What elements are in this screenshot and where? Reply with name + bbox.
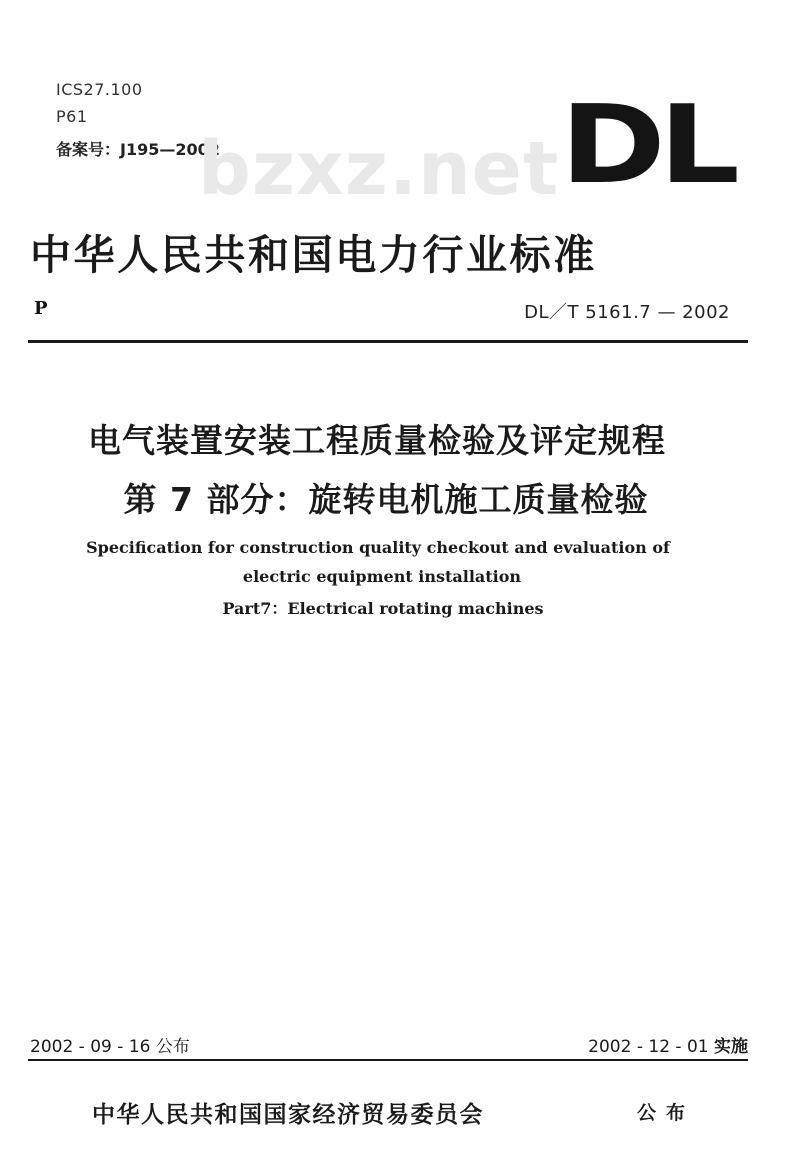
category-code: P [34, 298, 48, 319]
filing-number: 备案号：J195—2002 [56, 140, 220, 159]
footer-divider [28, 1059, 748, 1061]
publisher-name: 中华人民共和国国家经济贸易委员会 [92, 1102, 484, 1128]
subtitle-chinese: 第 7 部分：旋转电机施工质量检验 [123, 480, 649, 519]
publish-label: 公布 [637, 1102, 696, 1124]
ics-code: ICS27.100 [56, 80, 143, 99]
title-english-line-3: Part7：Electrical rotating machines [222, 599, 544, 618]
title-chinese: 电气装置安装工程质量检验及评定规程 [88, 421, 666, 460]
implementation-label: 实施 [714, 1037, 748, 1057]
classification-code: P61 [56, 107, 88, 126]
watermark: bzxz.net [198, 126, 560, 212]
dl-logo: DL [560, 83, 733, 208]
issue-label: 公布 [155, 1037, 190, 1057]
title-english-line-1: Specification for construction quality checkout and evaluation of [86, 538, 670, 557]
standard-type-heading: 中华人民共和国电力行业标准 [30, 231, 597, 279]
issue-date [30, 1032, 190, 1057]
implementation-date-value: 2002 - 12 - 01 [588, 1037, 709, 1057]
issue-date-value: 2002 - 09 - 16 [30, 1037, 151, 1057]
header-divider [28, 340, 748, 343]
title-english-line-2: electric equipment installation [242, 567, 522, 586]
implementation-date [588, 1032, 748, 1057]
standard-number: DL／T 5161.7 — 2002 [524, 302, 730, 323]
